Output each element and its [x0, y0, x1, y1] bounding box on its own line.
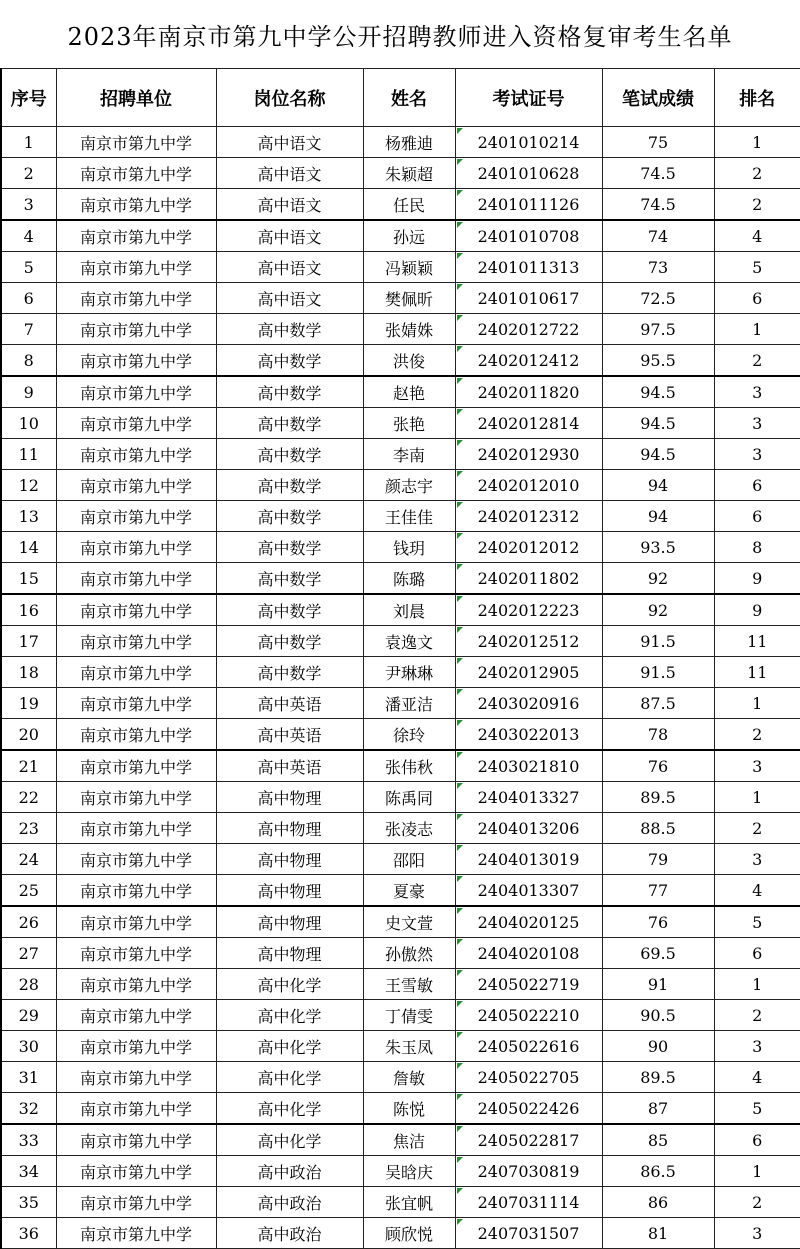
cell-name: 张婧姝: [363, 314, 455, 345]
cell-position: 高中政治: [216, 1218, 363, 1249]
cell-rank: 6: [714, 938, 800, 969]
cell-unit: 南京市第九中学: [56, 1031, 216, 1062]
header-unit: 招聘单位: [56, 69, 216, 127]
cell-name: 孙远: [363, 220, 455, 252]
cell-score: 79: [602, 844, 714, 875]
cell-exam-id: 2402012722: [455, 314, 602, 345]
cell-unit: 南京市第九中学: [56, 1093, 216, 1125]
cell-position: 高中英语: [216, 750, 363, 782]
cell-name: 张艳: [363, 408, 455, 439]
cell-score: 74: [602, 220, 714, 252]
table-row: [1, 1000, 800, 1031]
cell-index: 22: [1, 782, 56, 813]
cell-name: 颜志宇: [363, 470, 455, 501]
cell-rank: 6: [714, 283, 800, 314]
cell-score: 76: [602, 906, 714, 938]
table-row: [1, 563, 800, 595]
cell-rank: 2: [714, 719, 800, 751]
cell-index: 16: [1, 594, 56, 626]
cell-exam-id: 2402012012: [455, 532, 602, 563]
cell-position: 高中化学: [216, 1031, 363, 1062]
cell-unit: 南京市第九中学: [56, 408, 216, 439]
header-name: 姓名: [363, 69, 455, 127]
cell-position: 高中数学: [216, 345, 363, 377]
cell-name: 樊佩昕: [363, 283, 455, 314]
cell-position: 高中物理: [216, 813, 363, 844]
cell-exam-id: 2404013206: [455, 813, 602, 844]
cell-name: 朱颖超: [363, 158, 455, 189]
cell-index: 29: [1, 1000, 56, 1031]
cell-index: 35: [1, 1187, 56, 1218]
cell-exam-id: 2404020125: [455, 906, 602, 938]
cell-index: 36: [1, 1218, 56, 1249]
cell-index: 27: [1, 938, 56, 969]
cell-index: 18: [1, 657, 56, 688]
cell-score: 81: [602, 1218, 714, 1249]
table-row: [1, 657, 800, 688]
cell-score: 95.5: [602, 345, 714, 377]
cell-rank: 3: [714, 439, 800, 470]
cell-index: 1: [1, 127, 56, 158]
cell-position: 高中语文: [216, 158, 363, 189]
cell-rank: 1: [714, 314, 800, 345]
header-rank: 排名: [714, 69, 800, 127]
cell-index: 26: [1, 906, 56, 938]
cell-rank: 5: [714, 1093, 800, 1125]
cell-unit: 南京市第九中学: [56, 844, 216, 875]
cell-unit: 南京市第九中学: [56, 563, 216, 595]
cell-position: 高中语文: [216, 127, 363, 158]
cell-score: 86: [602, 1187, 714, 1218]
cell-unit: 南京市第九中学: [56, 501, 216, 532]
table-row: [1, 189, 800, 221]
cell-position: 高中化学: [216, 1124, 363, 1156]
cell-score: 90: [602, 1031, 714, 1062]
cell-score: 72.5: [602, 283, 714, 314]
table-row: [1, 127, 800, 158]
cell-position: 高中化学: [216, 969, 363, 1000]
cell-score: 78: [602, 719, 714, 751]
cell-exam-id: 2402011802: [455, 563, 602, 595]
cell-rank: 3: [714, 750, 800, 782]
cell-exam-id: 2404013307: [455, 875, 602, 907]
cell-unit: 南京市第九中学: [56, 657, 216, 688]
cell-unit: 南京市第九中学: [56, 1124, 216, 1156]
cell-unit: 南京市第九中学: [56, 158, 216, 189]
cell-rank: 8: [714, 532, 800, 563]
table-row: [1, 252, 800, 283]
cell-name: 赵艳: [363, 376, 455, 408]
cell-index: 19: [1, 688, 56, 719]
cell-index: 7: [1, 314, 56, 345]
cell-rank: 11: [714, 657, 800, 688]
cell-unit: 南京市第九中学: [56, 439, 216, 470]
header-index: 序号: [1, 69, 56, 127]
cell-unit: 南京市第九中学: [56, 1187, 216, 1218]
cell-unit: 南京市第九中学: [56, 969, 216, 1000]
cell-unit: 南京市第九中学: [56, 127, 216, 158]
table-row: [1, 470, 800, 501]
cell-position: 高中数学: [216, 626, 363, 657]
cell-name: 袁逸文: [363, 626, 455, 657]
cell-exam-id: 2402012512: [455, 626, 602, 657]
table-row: [1, 408, 800, 439]
cell-exam-id: 2401010617: [455, 283, 602, 314]
cell-index: 5: [1, 252, 56, 283]
cell-rank: 2: [714, 158, 800, 189]
cell-position: 高中语文: [216, 252, 363, 283]
cell-rank: 3: [714, 408, 800, 439]
cell-index: 13: [1, 501, 56, 532]
header-exam-id: 考试证号: [455, 69, 602, 127]
cell-score: 91.5: [602, 626, 714, 657]
cell-unit: 南京市第九中学: [56, 345, 216, 377]
table-row: [1, 719, 800, 751]
cell-score: 85: [602, 1124, 714, 1156]
table-body: [1, 127, 800, 1249]
cell-rank: 11: [714, 626, 800, 657]
cell-name: 钱玥: [363, 532, 455, 563]
table-row: [1, 501, 800, 532]
cell-rank: 2: [714, 1187, 800, 1218]
table-row: [1, 345, 800, 377]
cell-index: 3: [1, 189, 56, 221]
cell-exam-id: 2405022616: [455, 1031, 602, 1062]
cell-unit: 南京市第九中学: [56, 688, 216, 719]
header-row: [1, 69, 800, 127]
cell-exam-id: 2405022719: [455, 969, 602, 1000]
cell-exam-id: 2402012930: [455, 439, 602, 470]
cell-exam-id: 2401010214: [455, 127, 602, 158]
cell-rank: 6: [714, 1124, 800, 1156]
table-row: [1, 1062, 800, 1093]
cell-rank: 5: [714, 906, 800, 938]
table-row: [1, 875, 800, 907]
cell-score: 75: [602, 127, 714, 158]
cell-rank: 1: [714, 782, 800, 813]
table-row: [1, 439, 800, 470]
cell-position: 高中数学: [216, 439, 363, 470]
cell-position: 高中数学: [216, 657, 363, 688]
cell-position: 高中物理: [216, 906, 363, 938]
cell-position: 高中数学: [216, 501, 363, 532]
table-row: [1, 782, 800, 813]
page-title: 2023年南京市第九中学公开招聘教师进入资格复审考生名单: [67, 22, 733, 51]
cell-position: 高中化学: [216, 1093, 363, 1125]
cell-position: 高中数学: [216, 408, 363, 439]
cell-name: 史文萱: [363, 906, 455, 938]
cell-index: 34: [1, 1156, 56, 1187]
cell-score: 77: [602, 875, 714, 907]
table-row: [1, 844, 800, 875]
cell-index: 10: [1, 408, 56, 439]
cell-unit: 南京市第九中学: [56, 750, 216, 782]
cell-exam-id: 2405022210: [455, 1000, 602, 1031]
cell-score: 92: [602, 594, 714, 626]
cell-name: 吴晗庆: [363, 1156, 455, 1187]
cell-name: 刘晨: [363, 594, 455, 626]
cell-exam-id: 2405022817: [455, 1124, 602, 1156]
cell-score: 94.5: [602, 439, 714, 470]
cell-exam-id: 2402012905: [455, 657, 602, 688]
cell-unit: 南京市第九中学: [56, 594, 216, 626]
cell-rank: 1: [714, 969, 800, 1000]
cell-exam-id: 2402011820: [455, 376, 602, 408]
table-row: [1, 1218, 800, 1249]
cell-index: 28: [1, 969, 56, 1000]
cell-name: 尹琳琳: [363, 657, 455, 688]
cell-unit: 南京市第九中学: [56, 314, 216, 345]
table-row: [1, 1156, 800, 1187]
table-row: [1, 314, 800, 345]
candidate-table: [0, 68, 800, 1249]
table-row: [1, 532, 800, 563]
cell-exam-id: 2407031114: [455, 1187, 602, 1218]
cell-name: 陈璐: [363, 563, 455, 595]
cell-rank: 2: [714, 189, 800, 221]
cell-rank: 1: [714, 688, 800, 719]
cell-index: 31: [1, 1062, 56, 1093]
cell-rank: 1: [714, 127, 800, 158]
cell-name: 陈悦: [363, 1093, 455, 1125]
cell-position: 高中数学: [216, 314, 363, 345]
cell-rank: 4: [714, 875, 800, 907]
cell-position: 高中英语: [216, 688, 363, 719]
table-row: [1, 1187, 800, 1218]
cell-exam-id: 2403022013: [455, 719, 602, 751]
cell-exam-id: 2404013019: [455, 844, 602, 875]
cell-index: 20: [1, 719, 56, 751]
cell-position: 高中数学: [216, 376, 363, 408]
cell-rank: 4: [714, 1062, 800, 1093]
cell-rank: 3: [714, 376, 800, 408]
cell-unit: 南京市第九中学: [56, 532, 216, 563]
cell-unit: 南京市第九中学: [56, 719, 216, 751]
cell-name: 张凌志: [363, 813, 455, 844]
cell-score: 94: [602, 470, 714, 501]
cell-rank: 6: [714, 501, 800, 532]
table-row: [1, 1124, 800, 1156]
cell-score: 94.5: [602, 376, 714, 408]
cell-position: 高中物理: [216, 844, 363, 875]
cell-score: 90.5: [602, 1000, 714, 1031]
cell-exam-id: 2404020108: [455, 938, 602, 969]
cell-name: 丁倩雯: [363, 1000, 455, 1031]
cell-score: 93.5: [602, 532, 714, 563]
cell-position: 高中语文: [216, 283, 363, 314]
cell-index: 21: [1, 750, 56, 782]
cell-unit: 南京市第九中学: [56, 938, 216, 969]
cell-index: 12: [1, 470, 56, 501]
header-score: 笔试成绩: [602, 69, 714, 127]
table-row: [1, 220, 800, 252]
cell-unit: 南京市第九中学: [56, 813, 216, 844]
cell-unit: 南京市第九中学: [56, 875, 216, 907]
cell-rank: 4: [714, 220, 800, 252]
cell-unit: 南京市第九中学: [56, 283, 216, 314]
cell-exam-id: 2407030819: [455, 1156, 602, 1187]
cell-index: 33: [1, 1124, 56, 1156]
table-row: [1, 1093, 800, 1125]
cell-score: 97.5: [602, 314, 714, 345]
cell-name: 任民: [363, 189, 455, 221]
table-row: [1, 158, 800, 189]
cell-score: 91.5: [602, 657, 714, 688]
cell-unit: 南京市第九中学: [56, 252, 216, 283]
cell-index: 2: [1, 158, 56, 189]
cell-exam-id: 2401011313: [455, 252, 602, 283]
cell-index: 15: [1, 563, 56, 595]
cell-position: 高中物理: [216, 875, 363, 907]
cell-rank: 3: [714, 844, 800, 875]
cell-exam-id: 2401010628: [455, 158, 602, 189]
cell-name: 陈禹同: [363, 782, 455, 813]
cell-unit: 南京市第九中学: [56, 906, 216, 938]
cell-score: 76: [602, 750, 714, 782]
cell-score: 94: [602, 501, 714, 532]
cell-position: 高中英语: [216, 719, 363, 751]
cell-position: 高中语文: [216, 189, 363, 221]
cell-score: 69.5: [602, 938, 714, 969]
cell-score: 91: [602, 969, 714, 1000]
cell-rank: 3: [714, 1218, 800, 1249]
cell-unit: 南京市第九中学: [56, 626, 216, 657]
cell-index: 14: [1, 532, 56, 563]
cell-index: 32: [1, 1093, 56, 1125]
cell-unit: 南京市第九中学: [56, 376, 216, 408]
cell-unit: 南京市第九中学: [56, 220, 216, 252]
cell-position: 高中数学: [216, 532, 363, 563]
cell-unit: 南京市第九中学: [56, 1218, 216, 1249]
cell-rank: 1: [714, 1156, 800, 1187]
table-row: [1, 594, 800, 626]
table-row: [1, 813, 800, 844]
table-row: [1, 283, 800, 314]
cell-exam-id: 2402012814: [455, 408, 602, 439]
cell-rank: 9: [714, 563, 800, 595]
cell-index: 6: [1, 283, 56, 314]
cell-unit: 南京市第九中学: [56, 189, 216, 221]
cell-exam-id: 2402012412: [455, 345, 602, 377]
cell-rank: 6: [714, 470, 800, 501]
cell-position: 高中物理: [216, 782, 363, 813]
table-row: [1, 938, 800, 969]
cell-position: 高中化学: [216, 1000, 363, 1031]
cell-exam-id: 2402012010: [455, 470, 602, 501]
cell-position: 高中语文: [216, 220, 363, 252]
cell-position: 高中物理: [216, 938, 363, 969]
cell-score: 92: [602, 563, 714, 595]
cell-name: 孙傲然: [363, 938, 455, 969]
cell-exam-id: 2401011126: [455, 189, 602, 221]
cell-name: 王雪敏: [363, 969, 455, 1000]
table-row: [1, 376, 800, 408]
cell-score: 94.5: [602, 408, 714, 439]
cell-unit: 南京市第九中学: [56, 1062, 216, 1093]
cell-name: 朱玉凤: [363, 1031, 455, 1062]
cell-exam-id: 2405022426: [455, 1093, 602, 1125]
table-row: [1, 969, 800, 1000]
cell-index: 30: [1, 1031, 56, 1062]
cell-exam-id: 2402012312: [455, 501, 602, 532]
cell-position: 高中化学: [216, 1062, 363, 1093]
cell-exam-id: 2405022705: [455, 1062, 602, 1093]
cell-score: 74.5: [602, 189, 714, 221]
cell-name: 夏豪: [363, 875, 455, 907]
cell-score: 86.5: [602, 1156, 714, 1187]
cell-name: 徐玲: [363, 719, 455, 751]
cell-name: 焦洁: [363, 1124, 455, 1156]
cell-index: 25: [1, 875, 56, 907]
cell-index: 17: [1, 626, 56, 657]
cell-rank: 5: [714, 252, 800, 283]
cell-score: 73: [602, 252, 714, 283]
cell-name: 张宜帆: [363, 1187, 455, 1218]
table-row: [1, 750, 800, 782]
cell-unit: 南京市第九中学: [56, 1000, 216, 1031]
cell-score: 87.5: [602, 688, 714, 719]
header-position: 岗位名称: [216, 69, 363, 127]
cell-index: 24: [1, 844, 56, 875]
cell-index: 8: [1, 345, 56, 377]
cell-index: 4: [1, 220, 56, 252]
cell-rank: 2: [714, 813, 800, 844]
cell-name: 潘亚洁: [363, 688, 455, 719]
cell-name: 王佳佳: [363, 501, 455, 532]
cell-score: 88.5: [602, 813, 714, 844]
table-row: [1, 688, 800, 719]
cell-name: 张伟秋: [363, 750, 455, 782]
cell-position: 高中数学: [216, 470, 363, 501]
cell-score: 87: [602, 1093, 714, 1125]
cell-rank: 9: [714, 594, 800, 626]
cell-position: 高中数学: [216, 563, 363, 595]
cell-exam-id: 2403021810: [455, 750, 602, 782]
cell-name: 詹敏: [363, 1062, 455, 1093]
cell-name: 顾欣悦: [363, 1218, 455, 1249]
cell-name: 杨雅迪: [363, 127, 455, 158]
cell-name: 邵阳: [363, 844, 455, 875]
cell-position: 高中政治: [216, 1156, 363, 1187]
cell-exam-id: 2402012223: [455, 594, 602, 626]
cell-index: 23: [1, 813, 56, 844]
cell-exam-id: 2404013327: [455, 782, 602, 813]
table-row: [1, 906, 800, 938]
cell-position: 高中数学: [216, 594, 363, 626]
cell-rank: 2: [714, 345, 800, 377]
cell-index: 9: [1, 376, 56, 408]
cell-rank: 3: [714, 1031, 800, 1062]
table-row: [1, 1031, 800, 1062]
cell-index: 11: [1, 439, 56, 470]
cell-unit: 南京市第九中学: [56, 1156, 216, 1187]
cell-name: 李南: [363, 439, 455, 470]
cell-score: 89.5: [602, 782, 714, 813]
cell-score: 89.5: [602, 1062, 714, 1093]
cell-exam-id: 2403020916: [455, 688, 602, 719]
cell-exam-id: 2407031507: [455, 1218, 602, 1249]
cell-rank: 2: [714, 1000, 800, 1031]
cell-score: 74.5: [602, 158, 714, 189]
cell-unit: 南京市第九中学: [56, 782, 216, 813]
cell-position: 高中政治: [216, 1187, 363, 1218]
cell-name: 冯颖颖: [363, 252, 455, 283]
table-row: [1, 626, 800, 657]
cell-exam-id: 2401010708: [455, 220, 602, 252]
cell-name: 洪俊: [363, 345, 455, 377]
cell-unit: 南京市第九中学: [56, 470, 216, 501]
